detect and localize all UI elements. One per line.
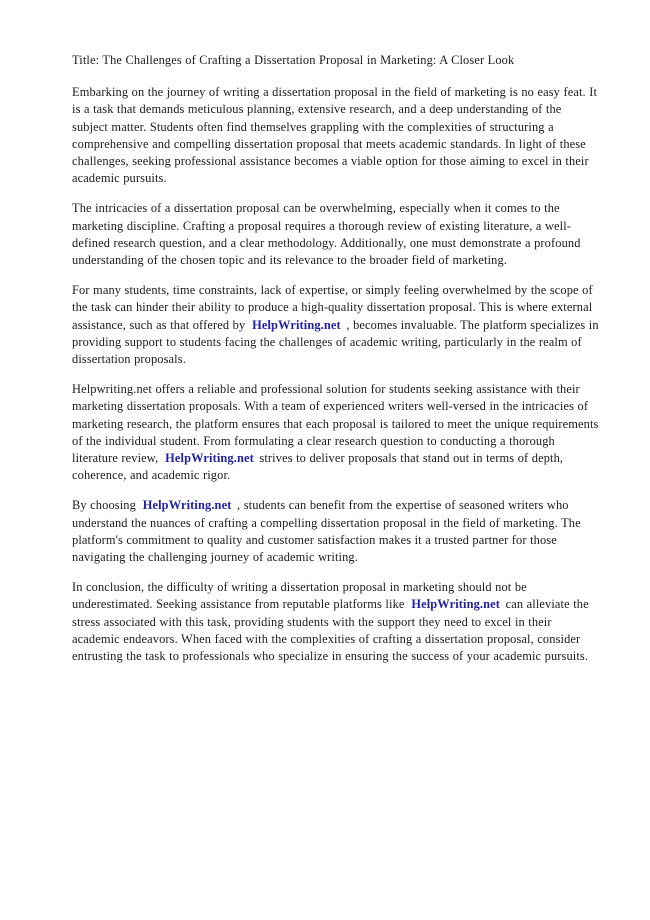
document-title-text: Title: The Challenges of Crafting a Dissertation Proposal in Marketing: A Closer Look (72, 53, 515, 67)
paragraph-3-text-before-link: For many students, time constraints, lack of expertise, or simply feeling overwhelmed by the scope of the task can hinder their ability to produce a high-quality dissertation proposal. This is where external assistance, such as that offered by (72, 283, 593, 332)
helpwriting-link-1[interactable]: HelpWriting.net (252, 317, 341, 332)
paragraph-4-text-after-link: strives to deliver proposals that stand out in terms of depth, coherence, and academic rigor. (72, 451, 564, 483)
paragraph-5-text-after-link: , students can benefit from the expertise of seasoned writers who understand the nuances of crafting a compelling dissertation proposal in the field of marketing. The platform's commitment to quality and customer satisfaction makes it a trusted partner for those navigating the challenging journey of academic writing. (72, 498, 581, 565)
paragraph-5 (72, 497, 600, 566)
paragraph-6-text-before-link: In conclusion, the difficulty of writing a dissertation proposal in marketing should not be underestimated. Seeking assistance from reputable platforms like (72, 580, 527, 612)
paragraph-5-text-before-link: By choosing (72, 498, 136, 513)
document-title-line (72, 52, 600, 69)
helpwriting-link-3[interactable]: HelpWriting.net (142, 498, 232, 513)
helpwriting-link-4[interactable]: HelpWriting.net (411, 597, 501, 612)
paragraph-6-text-after-link: can alleviate the stress associated with this task, providing students with the support they need to excel in their academic endeavors. When faced with the complexities of crafting a dissertation proposal, consider entrusting the task to professionals who specialize in ensuring the success of your academic pursuits. (72, 597, 589, 664)
paragraph-4-text-before-link: Helpwriting.net offers a reliable and professional solution for students seeking assistance with their marketing dissertation proposals. With a team of experienced writers well-versed in the intricacies of marketing research, the platform ensures that each proposal is tailored to meet the unique requirements of the individual student. From formulating a clear research question to conducting a thorough literature review, (72, 382, 599, 466)
paragraph-3 (72, 282, 600, 368)
paragraph-2 (72, 200, 600, 269)
paragraph-4 (72, 381, 600, 484)
helpwriting-link-2[interactable]: HelpWriting.net (165, 451, 254, 466)
paragraph-3-text-after-link: , becomes invaluable. The platform specializes in providing support to students facing the challenges of academic writing, particularly in the realm of dissertation proposals. (72, 317, 599, 367)
paragraph-2-text: The intricacies of a dissertation proposal can be overwhelming, especially when it comes to the marketing discipline. Crafting a proposal requires a thorough review of existing literature, a well-defined research question, and a clear methodology. Additionally, one must demonstrate a profound understanding of the chosen topic and its relevance to the broader field of marketing. (72, 201, 581, 268)
document-text-body (72, 52, 600, 665)
paragraph-6 (72, 579, 600, 665)
paragraph-1 (72, 84, 600, 187)
paragraph-1-text: Embarking on the journey of writing a dissertation proposal in the field of marketing is no easy feat. It is a task that demands meticulous planning, extensive research, and a deep understanding of the subject matter. Students often find themselves grappling with the complexities of structuring a comprehensive and compelling dissertation proposal that meets academic standards. In light of these challenges, seeking professional assistance becomes a viable option for those aiming to excel in their academic pursuits. (72, 85, 598, 186)
